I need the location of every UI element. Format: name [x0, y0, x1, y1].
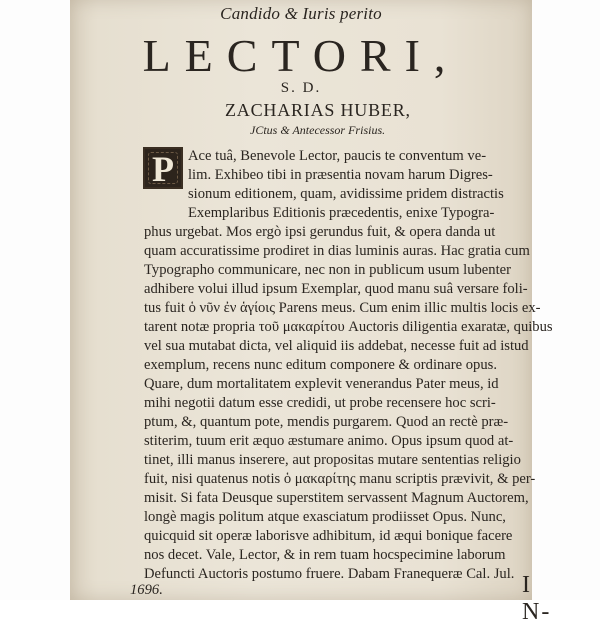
text-line: vel sua mutabat dicta, vel aliquid iis addebat, necesse fuit ad istud: [144, 338, 529, 354]
book-page: [70, 0, 553, 625]
text-line: ptum, &, quantum pote, mendis purgarem. Quod an rectè præ-: [144, 414, 509, 430]
author-name: ZACHARIAS HUBER,: [225, 100, 411, 120]
text-line: lim. Exhibeo tibi in præsentia novam harum Digres-: [188, 167, 493, 183]
text-line: Ace tuâ, Benevole Lector, paucis te conventum ve-: [188, 148, 487, 164]
text-line: fuit, nisi quatenus notis ὁ μακαρίτης manu scriptis prævivit, & per-: [144, 471, 536, 487]
text-line: tus fuit ὁ νῦν ἐν ἁγίοις Parens meus. Cum enim illic multis locis ex-: [144, 300, 541, 316]
author-title: JCtus & Antecessor Frisius.: [250, 123, 386, 137]
decorated-initial: [143, 147, 183, 189]
text-line: Exemplaribus Editionis præcedentis, enixe Typogra-: [188, 205, 495, 221]
text-line: Typographo communicare, nec non in publicum usum lubenter: [144, 262, 511, 278]
running-title: Candido & Iuris perito: [220, 4, 382, 23]
salutation: S. D.: [280, 80, 322, 96]
text-line: Quare, dum mortalitatem explevit venerandus Pater meus, id: [144, 376, 499, 392]
initial-letter: P: [152, 149, 174, 189]
text-line: mihi negotii datum esse credidi, ut probe recensere hoc scri-: [144, 395, 496, 411]
text-line: adhibere volui illud ipsum Exemplar, quod manu suâ versare foli-: [144, 281, 528, 297]
text-line: quicquid sit operæ laborisve adhibitum, id æqui bonique facere: [144, 528, 513, 544]
catchword: I N-: [522, 572, 552, 625]
text-line: tinet, illi manus inserere, aut propositas mutare sententias religio: [144, 452, 521, 468]
text-line: longè magis politum atque exasciatum prodiisset Opus. Nunc,: [144, 509, 506, 525]
text-line: exemplum, recens nunc editum componere & ordinare opus.: [144, 357, 497, 373]
text-line: quam accuratissime prodiret in dias luminis auras. Hac gratia cum: [144, 243, 530, 259]
text-line: misit. Si fata Deusque superstitem servassent Magnum Auctorem,: [144, 490, 529, 506]
text-line: stiterim, tuum erit æquo æstumare animo. Opus ipsum quod at-: [144, 433, 514, 449]
text-line: phus urgebat. Mos ergò ipsi gerundus fuit, & opera danda ut: [144, 224, 496, 240]
year: 1696.: [130, 582, 163, 598]
text-line: sionum editionem, quam, avidissime pridem distractis: [188, 186, 504, 202]
text-line: Defuncti Auctoris postumo fruere. Dabam Franequeræ Cal. Jul.: [144, 566, 515, 582]
text-line: nos decet. Vale, Lector, & in rem tuam hocspecimine laborum: [144, 547, 506, 563]
page-title: LECTORI,: [142, 30, 460, 81]
text-line: tarent notæ propria τοῦ μακαρίτου Auctoris diligentia exaratæ, quibus: [144, 319, 553, 335]
